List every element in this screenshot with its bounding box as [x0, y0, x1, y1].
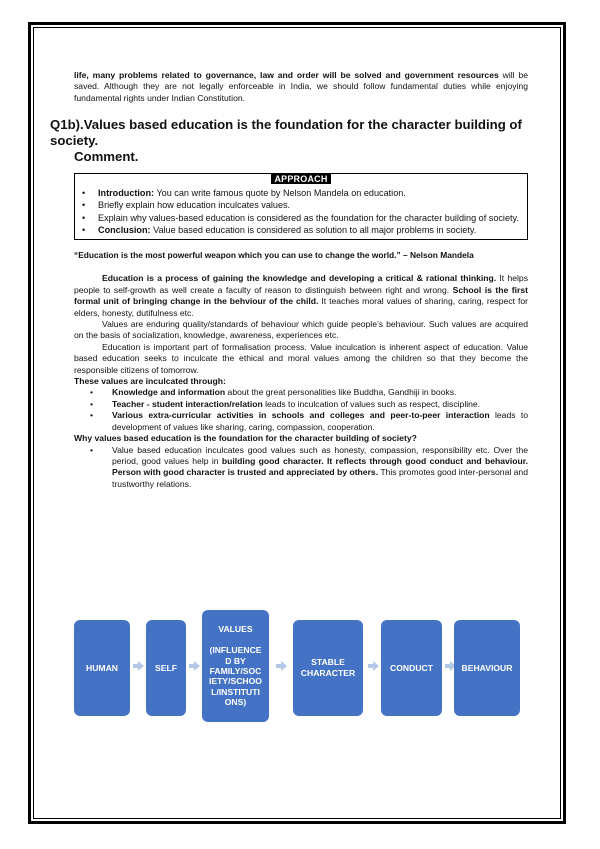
list-item: • Teacher - student interaction/relation leads to inculcation of values such as respect, discipline.	[84, 399, 528, 410]
list-item: • Value based education inculcates good values such as honesty, compassion, responsibility etc. Over the period, good values help in building good character. It reflects through good conduct and behaviour. Person with good character is trusted and appreciated by others. This promotes good inter-personal and trustworthy relations.	[84, 445, 528, 491]
question-label: Q1b).	[50, 117, 84, 133]
intro-line1: life, many problems related to governance, law and order will be solved and government resources	[74, 70, 499, 80]
paragraph-formalisation: Education is important part of formalisation process. Value inculcation is inherent aspect of education. Value based education seeks to inculcate the ethical and moral values among the children so that they become the responsible citizens of tomorrow.	[74, 341, 528, 375]
paragraph-values: Values are enduring quality/standards of behaviour which guide people’s behaviour. Such values are acquired on the basis of socialization, knowledge, awareness, experiences etc.	[74, 319, 528, 341]
approach-box	[74, 173, 528, 240]
flow-box-conduct: CONDUCT	[381, 620, 442, 716]
intro-line2: will be saved. Although they are not legally enforceable in India, we should follow fundamental duties while enjoying fundamental rights under Indian Constitution.	[74, 70, 529, 103]
paragraph-education: Education is a process of gaining the knowledge and developing a critical & rational thinking. It helps people to self-growth as well create a faculty of reason to distinguish between right and wrong. School is the first formal unit of bringing change in the behviour of the child. It teaches moral values of sharing, caring, respect for elders, honesty, dutifulness etc.	[74, 273, 528, 318]
question-text-2: Comment.	[74, 149, 139, 165]
why-list	[74, 445, 528, 491]
approach-item: • Introduction: You can write famous quote by Nelson Mandela on education.	[80, 187, 522, 200]
flow-box-human: HUMAN	[74, 620, 130, 716]
approach-item: • Conclusion: Value based education is considered as solution to all major problems in society.	[80, 224, 522, 237]
list-item: • Various extra-curricular activities in schools and colleges and peer-to-peer interaction leads to development of values like sharing, caring, compassion, cooperation.	[84, 410, 528, 433]
approach-item: • Explain why values-based education is considered as the foundation for the character building of society.	[80, 212, 522, 225]
list-item: • Knowledge and information about the great personalities like Buddha, Gandhiji in books.	[84, 387, 528, 398]
flow-arrow	[276, 661, 287, 671]
inculcated-list	[74, 387, 528, 433]
flow-box-stable-character: STABLE CHARACTER	[293, 620, 363, 716]
approach-list	[80, 187, 522, 237]
mandela-quote: “Education is the most powerful weapon which you can use to change the world.” – Nelson Mandela	[74, 250, 474, 260]
flow-arrow	[368, 661, 379, 671]
intro-paragraph	[74, 70, 528, 104]
approach-item: • Briefly explain how education inculcates values.	[80, 199, 522, 212]
flow-arrow	[133, 661, 144, 671]
inculcated-heading: These values are inculcated through:	[74, 376, 226, 387]
approach-title: APPROACH	[80, 174, 522, 185]
flow-box-behaviour: BEHAVIOUR	[454, 620, 520, 716]
flowchart	[74, 610, 520, 722]
flow-box-self: SELF	[146, 620, 186, 716]
document-content	[50, 70, 529, 490]
flow-box-values: VALUES (INFLUENCE D BY FAMILY/SOC IETY/SCHOO L/INSTITUTI ONS)	[202, 610, 269, 722]
question-text: Values based education is the foundation for the character building of society.	[50, 117, 522, 149]
why-heading: Why values based education is the foundation for the character building of society?	[74, 433, 417, 444]
question-heading	[50, 117, 528, 165]
flow-arrow	[189, 661, 200, 671]
